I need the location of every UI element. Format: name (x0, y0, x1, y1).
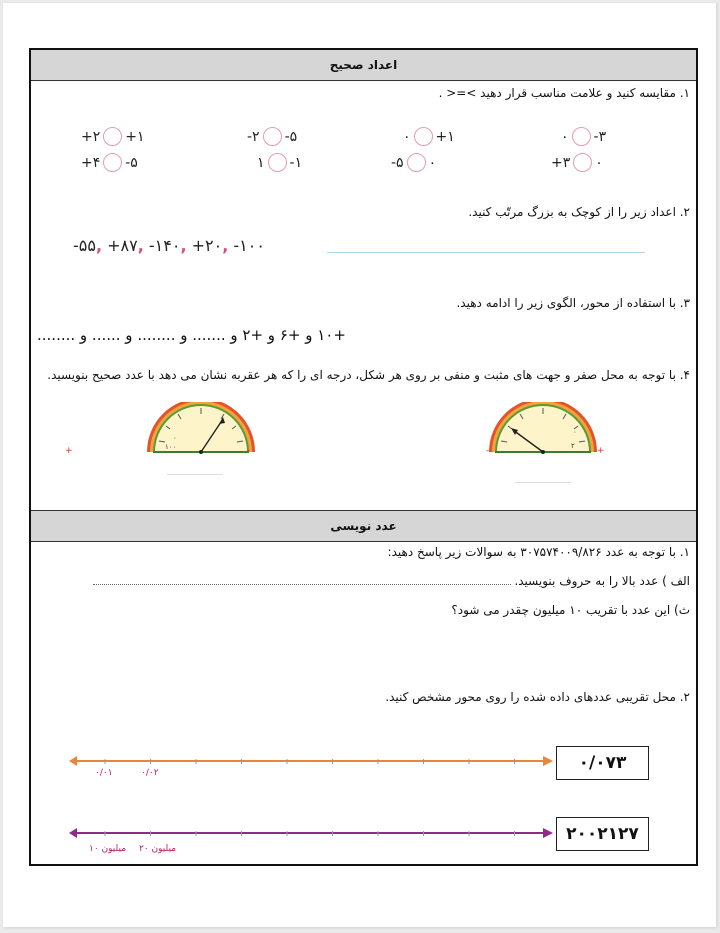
compare-item (561, 127, 606, 146)
compare-item (247, 127, 297, 146)
sequence-number: -۱۴۰ (148, 236, 181, 255)
axis-right-arrow (543, 828, 553, 838)
part-b-text: ث) این عدد با تقریب ۱۰ میلیون چقدر می شود؟ (451, 603, 690, 617)
compare-left: ۱ (257, 154, 265, 171)
compare-item (81, 127, 145, 146)
gauge-2-label: ۰ (573, 428, 577, 436)
part-a-answer-line[interactable] (93, 584, 511, 585)
gauge-1-label: ۰ (173, 434, 177, 442)
answer-circle[interactable] (263, 127, 282, 146)
sequence-separator: , (137, 236, 144, 255)
compare-right: -۱ (289, 154, 303, 171)
compare-right: -۳ (593, 128, 607, 145)
number-sequence (73, 236, 265, 255)
section-header-number-writing: عدد نویسی (31, 510, 696, 542)
question-4-text: ۴. با توجه به محل صفر و جهت های مثبت و منفی بر روی هر شکل، درجه ای را که هر عقربه نشان می دهد با عدد صحیح بنویسید. (47, 368, 690, 382)
compare-right: +۱ (125, 128, 145, 145)
gauge-1 (137, 402, 265, 480)
compare-left: ۰ (561, 128, 569, 145)
axis-1-tick-label: ۰/۰۱ (95, 768, 113, 778)
sequence-number: +۸۷ (107, 236, 138, 255)
gauge-2-answer-line[interactable] (515, 482, 571, 483)
worksheet-frame (29, 48, 698, 866)
gauge-2-label: ۲ (571, 442, 575, 450)
gauge-1-label: ۱۰۰ (165, 443, 177, 451)
compare-item (403, 127, 455, 146)
compare-left: -۵ (391, 154, 404, 171)
section2-question-2-text: ۲. محل تقریبی عددهای داده شده را روی محور مشخص کنید. (385, 690, 690, 704)
answer-circle[interactable] (414, 127, 433, 146)
compare-right: -۵ (284, 128, 298, 145)
compare-right: +۱ (435, 128, 455, 145)
answer-circle[interactable] (572, 127, 591, 146)
answer-circle[interactable] (103, 153, 122, 172)
compare-right: -۵ (125, 154, 138, 171)
number-box-2: ۲۰۰۲۱۲۷ (556, 817, 649, 851)
compare-item (551, 153, 603, 172)
answer-circle[interactable] (103, 127, 122, 146)
sequence-number: +۲۰ (191, 236, 223, 255)
sequence-separator: , (95, 236, 103, 255)
gauge-2 (479, 402, 607, 480)
compare-left: ۰ (403, 128, 411, 145)
worksheet-page (3, 3, 716, 927)
compare-left: +۳ (551, 154, 571, 171)
sequence-number: -۱۰۰ (233, 236, 265, 255)
gauge-1-right-sign: - (247, 446, 251, 456)
number-box-1: ۰/۰۷۳ (556, 746, 649, 780)
compare-left: +۲ (81, 128, 101, 145)
question-1-text: ۱. مقایسه کنید و علامت مناسب قرار دهید >=< . (438, 86, 690, 100)
gauge-2-left-sign: - (486, 446, 490, 456)
sequence-separator: , (180, 236, 187, 255)
sequence-separator: , (222, 236, 229, 255)
pattern-sequence[interactable]: +۱۰ و +۶ و +۲ و ....... و ........ و ...... و ........ (37, 326, 346, 344)
sort-answer-line[interactable] (327, 252, 645, 253)
compare-right: ۰ (595, 154, 603, 171)
gauge-1-answer-line[interactable] (167, 474, 223, 475)
axis-left-arrow (69, 756, 77, 766)
answer-circle[interactable] (407, 153, 426, 172)
axis-1-tick-label: ۰/۰۲ (141, 768, 159, 778)
sequence-number: -۵۵ (73, 236, 96, 255)
compare-left: +۴ (81, 154, 101, 171)
compare-left: -۲ (247, 128, 260, 145)
compare-right: ۰ (428, 154, 437, 171)
axis-left-arrow (69, 828, 77, 838)
question-3-text: ۳. با استفاده از محور، الگوی زیر را ادامه دهید. (456, 296, 690, 310)
gauge-1-left-sign: + (65, 446, 73, 456)
part-a-text: الف ) عدد بالا را به حروف بنویسید. (514, 574, 690, 588)
compare-item (257, 153, 302, 172)
section-header-integers: اعداد صحیح (31, 50, 696, 81)
answer-circle[interactable] (268, 153, 287, 172)
section2-question-1-text: ۱. با توجه به عدد ۳۰۷۵۷۴۰۰۹/۸۲۶ به سوالات زیر پاسخ دهید: (387, 545, 690, 559)
gauge-2-right-sign: + (597, 446, 605, 456)
needle-pivot (199, 450, 203, 454)
compare-item (391, 153, 436, 172)
axis-2-tick-label: ۲۰ میلیون (139, 844, 177, 854)
compare-item (81, 153, 138, 172)
answer-circle[interactable] (573, 153, 592, 172)
number-line-2 (67, 822, 557, 844)
axis-right-arrow (543, 756, 553, 766)
needle-pivot (541, 450, 545, 454)
question-2-text: ۲. اعداد زیر را از کوچک به بزرگ مرتّب کنید. (468, 205, 690, 219)
axis-2-tick-label: ۱۰ میلیون (89, 844, 127, 854)
